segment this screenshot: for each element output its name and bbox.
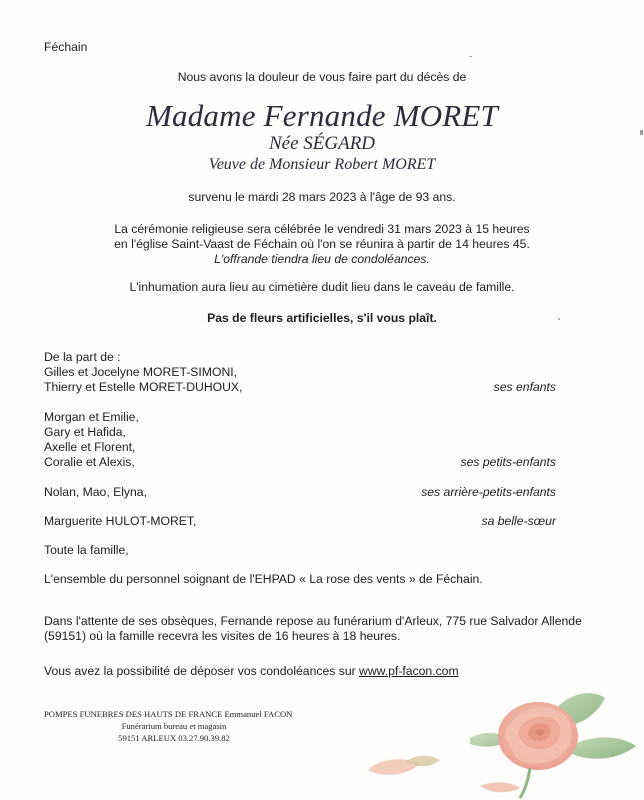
funeral-home-block <box>44 709 304 743</box>
widow-of: Veuve de Monsieur Robert MORET <box>208 156 436 173</box>
deceased-name: Madame Fernande MORET <box>145 98 498 133</box>
family-name: Axelle et Florent, <box>44 440 136 454</box>
town-name: Féchain <box>44 40 88 54</box>
relation-label: ses petits-enfants <box>460 455 556 469</box>
family-name: Thierry et Estelle MORET-DUHOUX, <box>44 380 243 394</box>
rose-flower-icon <box>360 688 644 800</box>
ceremony-line-3: L'offrande tiendra lieu de condoléances. <box>214 252 430 266</box>
condolences-link[interactable]: www.pf-facon.com <box>359 664 459 678</box>
family-name: Morgan et Emilie, <box>44 410 139 424</box>
visitation-line-1: Dans l'attente de ses obsèques, Fernande repose au funérarium d'Arleux, 775 rue Salvador Allende <box>44 614 582 628</box>
funeral-home-subtitle: Funérarium bureau et magasin <box>121 721 227 731</box>
condolences-line <box>44 664 459 678</box>
family-name: Gary et Hafida, <box>44 425 126 439</box>
funeral-home-name: POMPES FUNEBRES DES HAUTS DE FRANCE Emmanuel FACON <box>44 709 293 719</box>
visitation-line-2: (59151) où la famille recevra les visites de 16 heures à 18 heures. <box>44 629 401 643</box>
whole-family: Toute la famille, <box>44 543 129 557</box>
relation-label: ses arrière-petits-enfants <box>421 485 556 499</box>
maiden-name: Née SÉGARD <box>268 133 376 154</box>
family-intro: De la part de : <box>44 350 121 364</box>
family-name: Gilles et Jocelyne MORET-SIMONI, <box>44 365 238 379</box>
announcement-line: Nous avons la douleur de vous faire part du décès de <box>177 70 467 84</box>
family-name: Nolan, Mao, Elyna, <box>44 485 147 499</box>
relation-label: ses enfants <box>493 380 556 394</box>
family-name: Coralie et Alexis, <box>44 455 135 469</box>
relation-label: sa belle-sœur <box>481 514 556 528</box>
death-info: survenu le mardi 28 mars 2023 à l'âge de 93 ans. <box>188 190 456 204</box>
family-name: Marguerite HULOT-MORET, <box>44 514 197 528</box>
condolences-text: Vous avez la possibilité de déposer vos condoléances sur <box>44 664 356 678</box>
funeral-home-address: 59151 ARLEUX 03.27.90.39.82 <box>118 733 230 743</box>
flowers-notice: Pas de fleurs artificielles, s'il vous plaît. <box>207 311 437 325</box>
ehpad-staff: L'ensemble du personnel soignant de l'EHPAD « La rose des vents » de Féchain. <box>44 572 483 586</box>
burial-info: L'inhumation aura lieu au cimetière dudit lieu dans le caveau de famille. <box>129 280 515 294</box>
ceremony-line-1: La cérémonie religieuse sera célébrée le vendredi 31 mars 2023 à 15 heures <box>114 222 530 236</box>
ceremony-line-2: en l'église Saint-Vaast de Féchain où l'on se réunira à partir de 14 heures 45. <box>114 237 530 251</box>
